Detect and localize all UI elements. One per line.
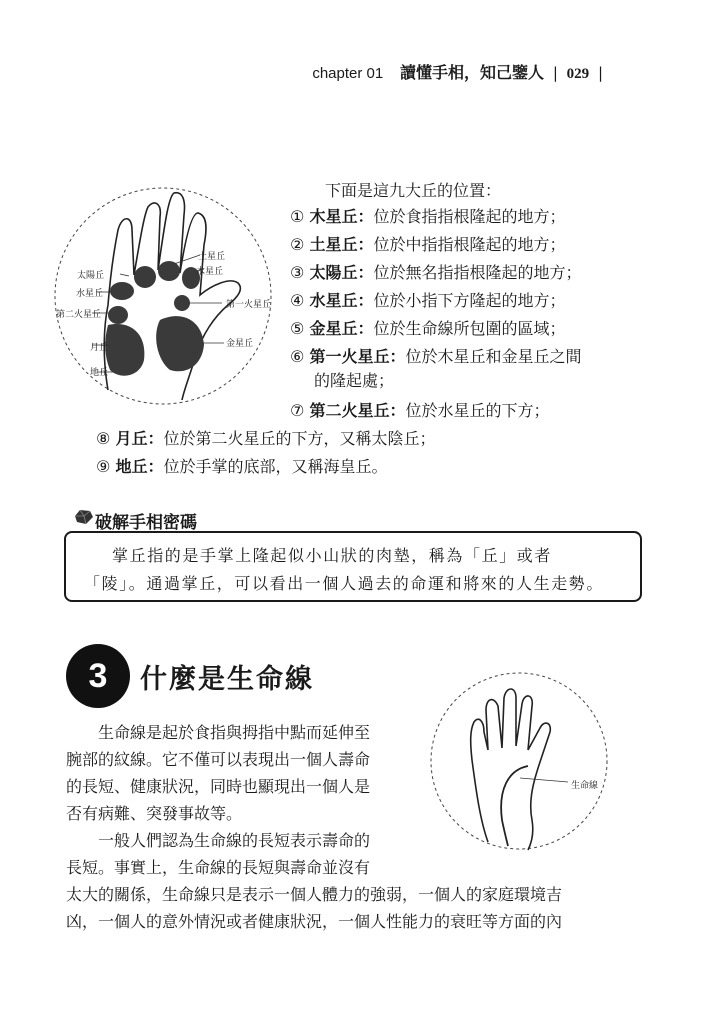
mount-item: ③ 太陽丘：位於無名指指根隆起的地方； [290, 263, 582, 282]
body-line: 太大的關係，生命線只是表示一個人體力的強弱，一個人的家庭環境吉 [66, 885, 563, 904]
life-line-diagram [428, 670, 610, 852]
body-line: 腕部的紋線。它不僅可以表現出一個人壽命 [66, 750, 371, 769]
mount-sun [134, 266, 156, 288]
mount-item: ① 木星丘：位於食指指根隆起的地方； [290, 207, 566, 226]
page-number: 029 [566, 66, 590, 82]
label-mercury: 水星丘 [76, 289, 104, 299]
body-line: 生命線是起於食指與拇指中點而延伸至 [98, 723, 371, 742]
body-line: 長短。事實上，生命線的長短與壽命並沒有 [66, 858, 371, 877]
mount-saturn [158, 261, 180, 281]
page-header [312, 60, 607, 83]
mount-item: ⑨ 地丘：位於手掌的底部，又稱海皇丘。 [96, 457, 388, 476]
chapter-title: 讀懂手相，知己鑒人 [400, 63, 545, 82]
label-sun: 太陽丘 [77, 271, 105, 281]
mounts-intro: 下面是這九大丘的位置： [325, 181, 502, 200]
mount-moon [105, 324, 144, 376]
label-first-mars: 第一火星丘 [226, 300, 272, 310]
mount-item-continued: 的隆起處； [314, 371, 395, 390]
mount-mercury [110, 282, 134, 300]
tip-title: 破解手相密碼 [95, 513, 197, 533]
tip-line: 掌丘指的是手掌上隆起似小山狀的肉墊，稱為「丘」或者 [112, 546, 553, 565]
body-line: 凶，一個人的意外情況或者健康狀況，一個人性能力的衰旺等方面的內 [66, 912, 563, 931]
mount-item: ⑤ 金星丘：位於生命線所包圍的區域； [290, 319, 566, 338]
section-title: 什麼是生命線 [140, 664, 314, 695]
label-earth: 地丘 [90, 368, 109, 378]
mount-item: ⑧ 月丘：位於第二火星丘的下方，又稱太陰丘； [96, 429, 436, 448]
mount-first-mars [174, 295, 190, 311]
divider: | [597, 64, 603, 82]
hand-outline [471, 689, 551, 850]
divider: | [552, 64, 558, 82]
label-second-mars: 第二火星丘 [56, 310, 102, 320]
label-venus: 金星丘 [226, 339, 254, 349]
chapter-label: chapter 01 [312, 65, 384, 82]
body-line: 一般人們認為生命線的長短表示壽命的 [98, 831, 371, 850]
label-jupiter: 木星丘 [196, 267, 224, 277]
gem-icon [74, 508, 94, 526]
label-leader [520, 778, 568, 782]
mount-item: ② 土星丘：位於中指指根隆起的地方； [290, 235, 566, 254]
tip-line: 「陵」。通過掌丘，可以看出一個人過去的命運和將來的人生走勢。 [84, 574, 605, 593]
label-moon: 月丘 [90, 343, 109, 353]
mount-item: ④ 水星丘：位於小指下方隆起的地方； [290, 291, 566, 310]
mount-item: ⑥ 第一火星丘：位於木星丘和金星丘之間 [290, 347, 582, 366]
label-life-line: 生命線 [571, 781, 599, 791]
body-line: 的長短、健康狀況，同時也顯現出一個人是 [66, 777, 371, 796]
tip-box [64, 531, 642, 602]
dashed-circle [431, 673, 607, 849]
section-number: 3 [66, 644, 130, 708]
mount-second-mars [108, 306, 128, 324]
label-saturn: 土星丘 [198, 252, 226, 262]
mount-venus [156, 316, 204, 371]
mount-item: ⑦ 第二火星丘：位於水星丘的下方； [290, 401, 550, 420]
body-line: 否有病難、突發事故等。 [66, 804, 243, 823]
